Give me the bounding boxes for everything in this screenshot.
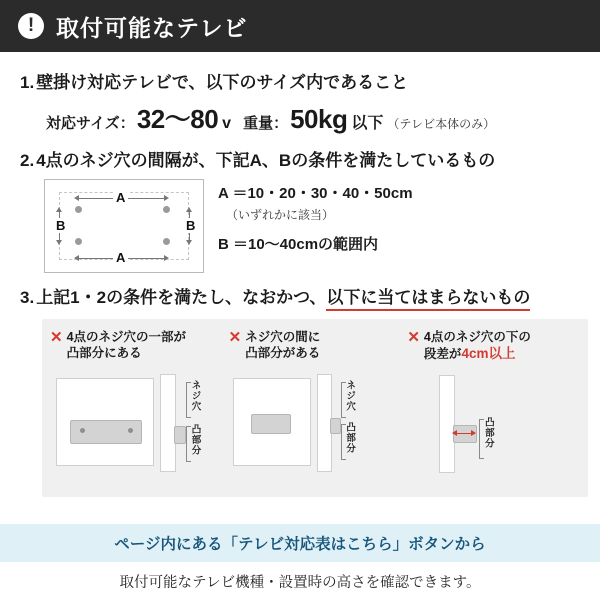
exclusion-panel-1: [50, 329, 223, 487]
condition-a-note: （いずれかに該当）: [226, 207, 335, 222]
arrow-cap-b-right-down: [186, 240, 192, 245]
page-footer: [0, 524, 600, 600]
panel-1-title-line1: 4点のネジ穴の一部が: [66, 330, 187, 344]
label-screw-hole: ネジ穴: [189, 379, 201, 411]
footer-highlight-line: ページ内にある「テレビ対応表はこちら」ボタンから: [0, 524, 600, 562]
panel-3-figure: [407, 369, 580, 487]
cross-icon: ✕: [407, 329, 420, 346]
diagram-label-b-left: B: [53, 218, 68, 233]
condition-a: A ＝10・20・30・40・50cm: [218, 185, 413, 202]
size-label: 対応サイズ：: [46, 115, 135, 132]
size-value: 32〜80: [136, 104, 219, 134]
panel-3-title-line2-plain: 段差が: [423, 347, 462, 362]
label-screw-hole: ネジ穴: [344, 379, 356, 411]
section-one-spec-row: [46, 99, 580, 136]
arrow-cap-b-right-up: [186, 207, 192, 212]
page-header: [0, 0, 600, 52]
panel-2-title: [245, 329, 320, 362]
arrow-cap-b-left-up: [56, 207, 62, 212]
weight-note: （テレビ本体のみ）: [387, 117, 496, 131]
arrow-cap-a-bottom-left: [74, 255, 79, 261]
panel-1-title: [67, 329, 186, 362]
panel-2-title-line2: 凸部分がある: [245, 346, 321, 361]
page-title: 取付可能なテレビ: [56, 14, 248, 41]
label-bump: 凸部分: [344, 421, 356, 453]
exclamation-icon: !: [18, 13, 44, 39]
panel-2-head: [229, 329, 402, 362]
label-bump: 凸部分: [189, 423, 201, 455]
panel-2-title-line1: ネジ穴の間に: [245, 330, 321, 344]
screw-dot-left: [80, 428, 85, 433]
section-two-conditions: [218, 179, 413, 256]
panel-3-title-line2-emphasis: 4cm以上: [461, 346, 516, 362]
step-arrow-cap-right: [471, 430, 476, 436]
section-three-text-underlined: 以下に当てはまらないもの: [326, 283, 530, 311]
section-two-body: [44, 179, 580, 273]
bump-plate: [251, 414, 291, 434]
exclusion-panel-2: [229, 329, 402, 487]
screw-dot-top-right: [163, 206, 170, 213]
diagram-label-b-right: B: [183, 218, 198, 233]
screw-dot-bottom-left: [75, 238, 82, 245]
cross-icon: ✕: [50, 329, 63, 346]
side-bump: [330, 418, 341, 434]
screw-dot-right: [128, 428, 133, 433]
diagram-label-a-bottom: A: [113, 250, 128, 265]
section-two-heading: [20, 146, 580, 171]
panel-1-figure: [50, 368, 223, 486]
weight-suffix: 以下: [351, 115, 384, 132]
section-three: [20, 283, 580, 497]
label-bump: 凸部分: [482, 416, 494, 449]
section-one-number: 1.: [20, 73, 35, 92]
panel-3-title-line1: 4点のネジ穴の下の: [423, 330, 531, 344]
panel-3-title: [424, 329, 531, 363]
screw-dot-bottom-right: [163, 238, 170, 245]
section-one: [20, 68, 580, 136]
size-unit: v: [222, 115, 232, 132]
screw-dot-top-left: [75, 206, 82, 213]
diagram-label-a-top: A: [113, 190, 128, 205]
section-three-number: 3.: [20, 288, 35, 307]
tv-side-profile: [439, 375, 455, 473]
panel-1-title-line2: 凸部分にある: [66, 346, 142, 361]
panel-2-figure: [229, 368, 402, 486]
section-two: [20, 146, 580, 273]
footer-note-line: 取付可能なテレビ機種・設置時の高さを確認できます。: [0, 562, 600, 600]
cross-icon: ✕: [228, 329, 242, 346]
side-bump: [174, 426, 186, 444]
panel-1-head: [50, 329, 223, 362]
arrow-cap-b-left-down: [56, 240, 62, 245]
arrow-cap-a-top-left: [74, 195, 79, 201]
condition-b: B ＝10〜40cmの範囲内: [218, 235, 379, 253]
exclusion-panel-3: [407, 329, 580, 487]
section-two-text: 4点のネジ穴の間隔が、下記A、Bの条件を満たしているもの: [36, 151, 496, 170]
exclusion-panels: [42, 319, 588, 497]
screw-hole-diagram: [44, 179, 204, 273]
weight-value: 50kg: [290, 104, 348, 134]
section-one-text: 壁掛け対応テレビで、以下のサイズ内であること: [36, 73, 409, 92]
section-two-number: 2.: [20, 151, 35, 170]
weight-label: 重量：: [243, 115, 289, 132]
arrow-cap-a-bottom-right: [164, 255, 169, 261]
section-three-text-plain: 上記1・2の条件を満たし、なおかつ、: [36, 288, 327, 307]
arrow-cap-a-top-right: [164, 195, 169, 201]
section-one-heading: [20, 68, 580, 93]
step-arrow-cap-left: [452, 430, 457, 436]
section-three-heading: [20, 283, 580, 311]
panel-3-head: [407, 329, 580, 363]
main-content: [0, 52, 600, 497]
tv-side-profile: [160, 374, 176, 472]
